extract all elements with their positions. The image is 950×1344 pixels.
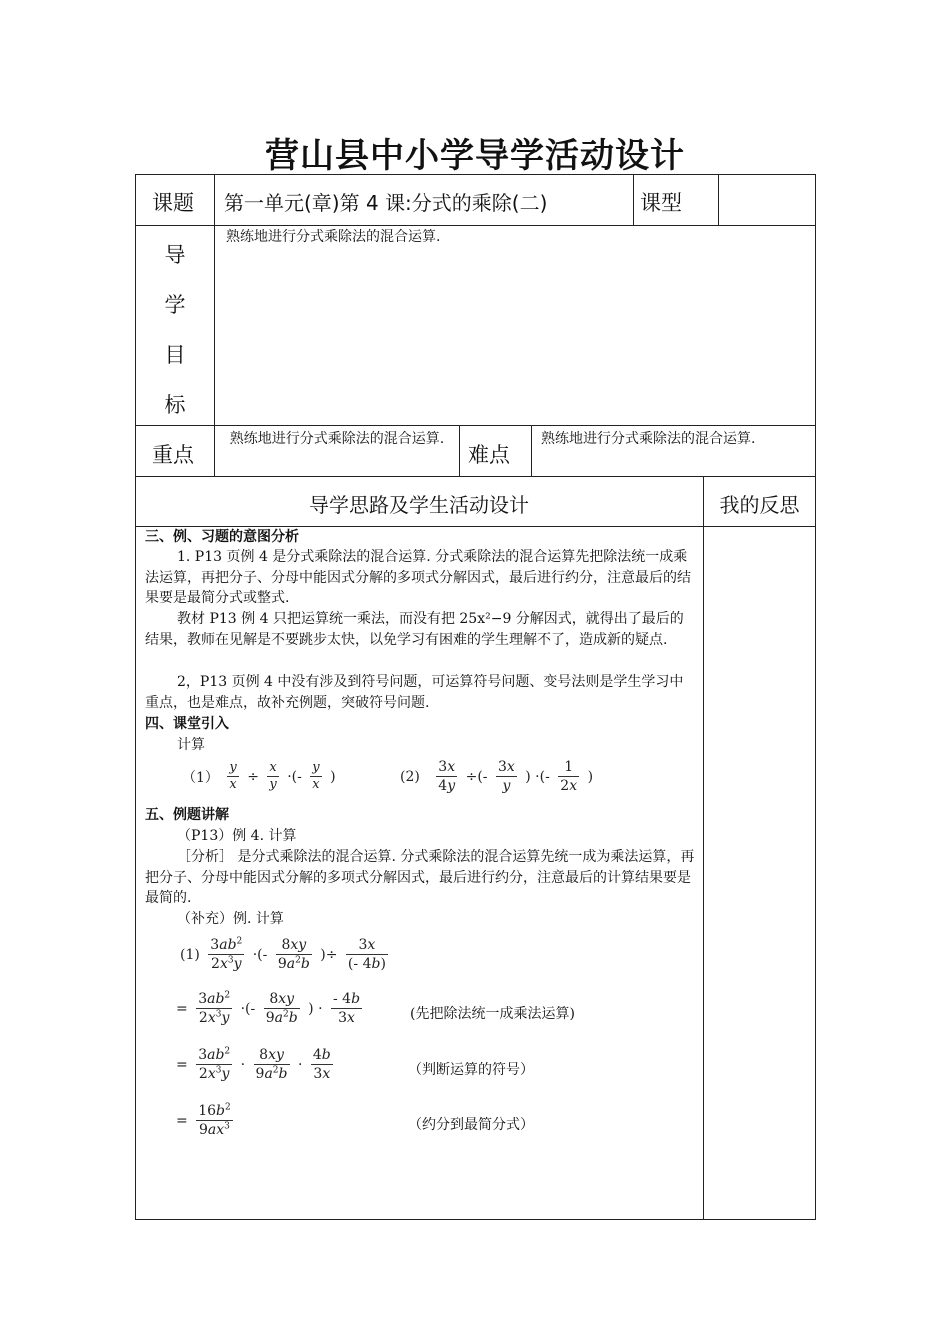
solution-step-1: = $\frac{3ab^2}{2x^3y}$ ·(- $\frac{8xy}{9a^2b}$ ) · $\frac{- 4b}{3x}$ (176, 990, 361, 1026)
step-3-note: （约分到最简分式） (408, 1117, 534, 1133)
reflection-label: 我的反思 (719, 493, 800, 517)
design-label: 导学思路及学生活动设计 (309, 493, 529, 517)
supplement-expression: (1) $\frac{3ab^2}{2x^3y}$ ·(- $\frac{8xy}{9a^2b}$ )÷ $\frac{3x}{(- 4b)}$ (180, 936, 386, 972)
paragraph-2: 教材 P13 例 4 只把运算统一乘法，而没有把 25x²−9 分解因式，就得出了最后的结果，教师在见解是不要跳步太快，以免学习有困难的学生理解不了，造成新的疑点. (145, 611, 684, 648)
page-title: 营山县中小学导学活动设计 (265, 136, 685, 176)
solution-step-2: = $\frac{3ab^2}{2x^3y}$ · $\frac{8xy}{9a^2b}$ · $\frac{4b}{3x}$ (176, 1046, 331, 1082)
solution-step-3: = $\frac{16b^2}{9ax^3}$ (176, 1102, 231, 1138)
section4-title: 四、课堂引入 (145, 716, 229, 732)
goals-text: 熟练地进行分式乘除法的混合运算. (226, 229, 441, 245)
paragraph-3: 2，P13 页例 4 中没有涉及到符号问题，可运算符号问题、变号法则是学生学习中重点，也是难点，故补充例题，突破符号问题. (145, 674, 684, 711)
step-2-note: （判断运算的符号） (408, 1062, 534, 1078)
section3-title: 三、例、习题的意图分析 (145, 529, 299, 545)
paragraph-1: 1. P13 页例 4 是分式乘除法的混合运算. 分式乘除法的混合运算先把除法统一成乘法运算，再把分子、分母中能因式分解的多项式分解因式，最后进行约分，注意最后的结果要是最简分式或整式. (145, 549, 691, 606)
goal-label-char-2: 学 (164, 293, 186, 317)
type-label: 课型 (640, 191, 682, 215)
intro-exercise-1: （1） $\frac{y}{x}$ ÷ $\frac{x}{y}$ ·(- $\frac{y}{x}$ ) (182, 760, 336, 792)
calc-label: 计算 (177, 737, 205, 753)
supplement-title: （补充）例. 计算 (177, 911, 284, 927)
goal-label-char-1: 导 (164, 243, 186, 267)
focus-label: 重点 (152, 443, 194, 467)
step-1-note: (先把除法统一成乘法运算) (410, 1006, 575, 1022)
difficulty-text: 熟练地进行分式乘除法的混合运算. (541, 431, 756, 447)
example-title: （P13）例 4. 计算 (177, 828, 297, 844)
topic-value: 第一单元(章)第 4 课:分式的乘除(二) (224, 191, 548, 215)
goals-row (135, 225, 816, 426)
goal-label-char-3: 目 (164, 343, 186, 367)
focus-text: 熟练地进行分式乘除法的混合运算. (229, 431, 445, 447)
section5-title: 五、例题讲解 (145, 807, 229, 823)
topic-label: 课题 (152, 191, 194, 215)
difficulty-label: 难点 (468, 443, 510, 467)
goal-label-char-4: 标 (164, 393, 186, 417)
intro-exercise-2: (2) $\frac{3x}{4y}$ ÷(- $\frac{3x}{y}$ ) ·(- $\frac{1}{2x}$ ) (400, 759, 594, 794)
analysis-paragraph: ［分析］ 是分式乘除法的混合运算. 分式乘除法的混合运算先统一成为乘法运算，再把分子、分母中能因式分解的多项式分解因式，最后进行约分，注意最后的计算结果要是最简的. (145, 849, 695, 906)
